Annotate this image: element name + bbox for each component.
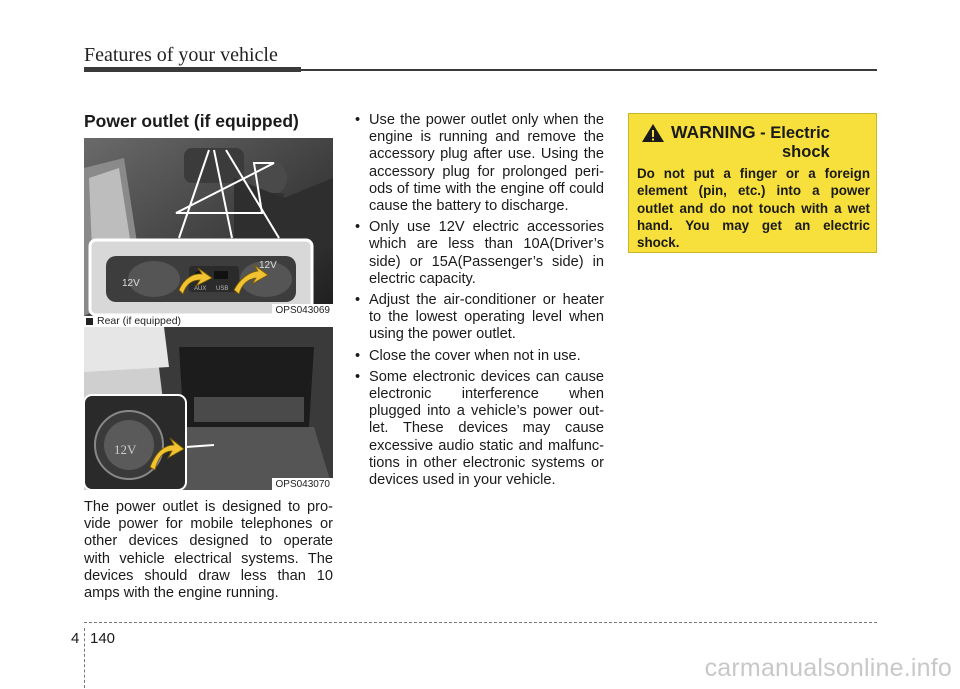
square-bullet-icon bbox=[86, 318, 93, 325]
watermark: carmanualsonline.info bbox=[704, 654, 952, 682]
figure-label-text: Rear (if equipped) bbox=[97, 315, 182, 327]
warning-title bbox=[671, 123, 830, 143]
outlet-label-left: 12V bbox=[122, 278, 140, 289]
warning-triangle-icon bbox=[641, 123, 665, 143]
page-number: 140 bbox=[90, 630, 116, 647]
warning-header bbox=[641, 123, 866, 143]
header-rule-thin bbox=[301, 69, 877, 71]
usage-bullet-list bbox=[355, 112, 604, 493]
rear-outlet-photo bbox=[84, 327, 333, 490]
outlet-label-right: 12V bbox=[259, 260, 277, 271]
list-item: • Adjust the air-conditioner or heater to the lowest operating level when using the power outlet. bbox=[355, 292, 604, 344]
list-item: • Some electronic devices can cause electronic interference when plugged into a vehicle’s power outlet. These devices may cause excessive audio static and malfunctions in other electronic systems or devices used in your vehicle. bbox=[355, 369, 604, 489]
aux-label: AUX bbox=[194, 286, 207, 292]
usb-label: USB bbox=[216, 286, 229, 292]
warning-title-line2: shock bbox=[782, 143, 830, 161]
figure-code-rear: OPS043070 bbox=[272, 478, 334, 490]
warning-subject: - Electric bbox=[755, 124, 830, 142]
footer-rule bbox=[84, 622, 877, 623]
figure-label-rear bbox=[86, 315, 181, 327]
list-item: • Use the power outlet only when the engine is running and remove the accessory plug after use. Using the accessory plug for prolonged periods of time with the engine off could cause the battery to discharge. bbox=[355, 112, 604, 215]
section-heading: Power outlet (if equipped) bbox=[84, 111, 299, 131]
page-number-divider bbox=[84, 628, 85, 688]
header-rule-thick bbox=[84, 67, 301, 72]
front-outlet-photo bbox=[84, 138, 333, 316]
figure-code-front: OPS043069 bbox=[272, 304, 334, 316]
intro-paragraph: The power outlet is designed to provide power for mobile telephones or other devices designed to operate with vehicle electrical systems. The devices should draw less than 10 amps with the engine running. bbox=[84, 499, 333, 602]
list-item: • Close the cover when not in use. bbox=[355, 348, 604, 365]
list-item: • Only use 12V electric accessories which are less than 10A(Driver’s side) or 15A(Passenger’s side) in electric capacity. bbox=[355, 219, 604, 288]
page-header-title: Features of your vehicle bbox=[84, 44, 278, 66]
chapter-number: 4 bbox=[71, 630, 80, 647]
warning-word: WARNING bbox=[671, 122, 756, 142]
warning-box bbox=[628, 113, 877, 253]
rear-outlet-label: 12V bbox=[114, 442, 137, 457]
warning-text: Do not put a finger or a foreign element (pin, etc.) into a power outlet and do not touch with a wet hand. You may get an electric shock. bbox=[637, 166, 870, 251]
